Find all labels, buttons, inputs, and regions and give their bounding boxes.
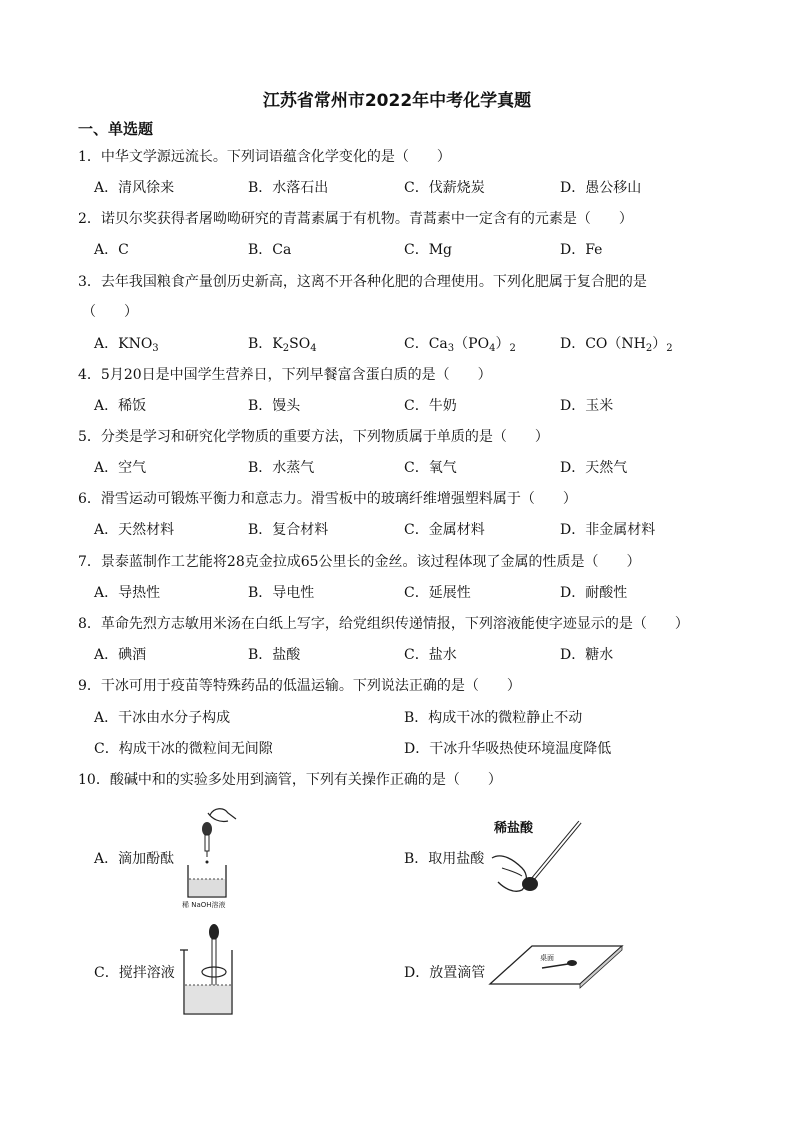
q4-option-b: B．馒头	[248, 398, 301, 414]
q3-option-b: B．$K_2SO_4$	[248, 336, 317, 354]
q2-option-b: B．Ca	[248, 242, 292, 258]
question-3-stem: 3．去年我国粮食产量创历史新高，这离不开各种化肥的合理使用。下列化肥属于复合肥的是	[78, 274, 647, 290]
q1-option-c: C．伐薪烧炭	[404, 180, 485, 196]
q4-option-a: A．稀饭	[94, 398, 147, 414]
q2-option-c: C．Mg	[404, 242, 453, 258]
q10-option-c: C．搅拌溶液	[94, 965, 175, 981]
question-2-stem: 2．诺贝尔奖获得者屠呦呦研究的青蒿素属于有机物。青蒿素中一定含有的元素是（ ）	[78, 211, 633, 227]
q6-option-b: B．复合材料	[248, 522, 329, 538]
question-4-stem: 4．5月20日是中国学生营养日，下列早餐富含蛋白质的是（ ）	[78, 367, 492, 383]
q5-option-a: A．空气	[94, 460, 147, 476]
q1-option-b: B．水落石出	[248, 180, 329, 196]
figure-d-placing-dropper	[488, 940, 628, 990]
q7-option-c: C．延展性	[404, 585, 471, 601]
q10-option-a: A．滴加酚酞	[94, 851, 175, 867]
q8-option-d: D．糖水	[560, 647, 614, 663]
question-8-stem: 8．革命先烈方志敏用米汤在白纸上写字，给党组织传递情报，下列溶液能使字迹显示的是（ ）	[78, 616, 689, 632]
figure-c-stirring	[178, 920, 238, 1020]
q8-option-a: A．碘酒	[94, 647, 147, 663]
question-9-stem: 9．干冰可用于疫苗等特殊药品的低温运输。下列说法正确的是（ ）	[78, 678, 521, 694]
q3-option-c: C．$Ca_3(PO_4)_2$	[404, 336, 516, 354]
q10-option-b: B．取用盐酸	[404, 851, 485, 867]
question-10-stem: 10．酸碱中和的实验多处用到滴管，下列有关操作正确的是（ ）	[78, 772, 502, 788]
question-1-stem: 1．中华文学源远流长。下列词语蕴含化学变化的是（ ）	[78, 149, 451, 165]
question-6-stem: 6．滑雪运动可锻炼平衡力和意志力。滑雪板中的玻璃纤维增强塑料属于（ ）	[78, 491, 577, 507]
q7-option-d: D．耐酸性	[560, 585, 628, 601]
q3-option-d: D．$CO(NH_2)_2$	[560, 336, 673, 354]
figure-b-label: 稀盐酸	[494, 821, 534, 836]
q4-option-c: C．牛奶	[404, 398, 457, 414]
question-3-stem-cont: （ ）	[82, 304, 138, 320]
q8-option-b: B．盐酸	[248, 647, 301, 663]
page-title: 江苏省常州市2022年中考化学真题	[262, 91, 532, 111]
q9-option-c: C．构成干冰的微粒间无间隙	[94, 741, 273, 757]
q4-option-d: D．玉米	[560, 398, 614, 414]
q5-option-d: D．天然气	[560, 460, 628, 476]
figure-a-dropper-beaker	[180, 805, 250, 910]
q5-option-b: B．水蒸气	[248, 460, 315, 476]
section-heading: 一、单选题	[78, 120, 154, 138]
q9-option-d: D．干冰升华吸热使环境温度降低	[404, 741, 612, 757]
q7-option-b: B．导电性	[248, 585, 315, 601]
q9-option-b: B．构成干冰的微粒静止不动	[404, 710, 583, 726]
q5-option-c: C．氧气	[404, 460, 457, 476]
figure-a-caption: 稀 NaOH溶液	[182, 901, 226, 909]
figure-b-taking-acid	[488, 818, 588, 898]
q7-option-a: A．导热性	[94, 585, 161, 601]
q6-option-d: D．非金属材料	[560, 522, 656, 538]
q1-option-a: A．清风徐来	[94, 180, 175, 196]
q8-option-c: C．盐水	[404, 647, 457, 663]
q6-option-c: C．金属材料	[404, 522, 485, 538]
q3-option-a: A．$KNO_3$	[94, 336, 159, 354]
q9-option-a: A．干冰由水分子构成	[94, 710, 231, 726]
q1-option-d: D．愚公移山	[560, 180, 642, 196]
question-5-stem: 5．分类是学习和研究化学物质的重要方法，下列物质属于单质的是（ ）	[78, 429, 549, 445]
q2-option-a: A．C	[94, 242, 129, 258]
figure-d-label: 桌面	[540, 954, 554, 962]
question-7-stem: 7．景泰蓝制作工艺能将28克金拉成65公里长的金丝。该过程体现了金属的性质是（ ）	[78, 554, 641, 570]
q10-option-d: D．放置滴管	[404, 965, 486, 981]
q2-option-d: D．Fe	[560, 242, 603, 258]
q6-option-a: A．天然材料	[94, 522, 175, 538]
